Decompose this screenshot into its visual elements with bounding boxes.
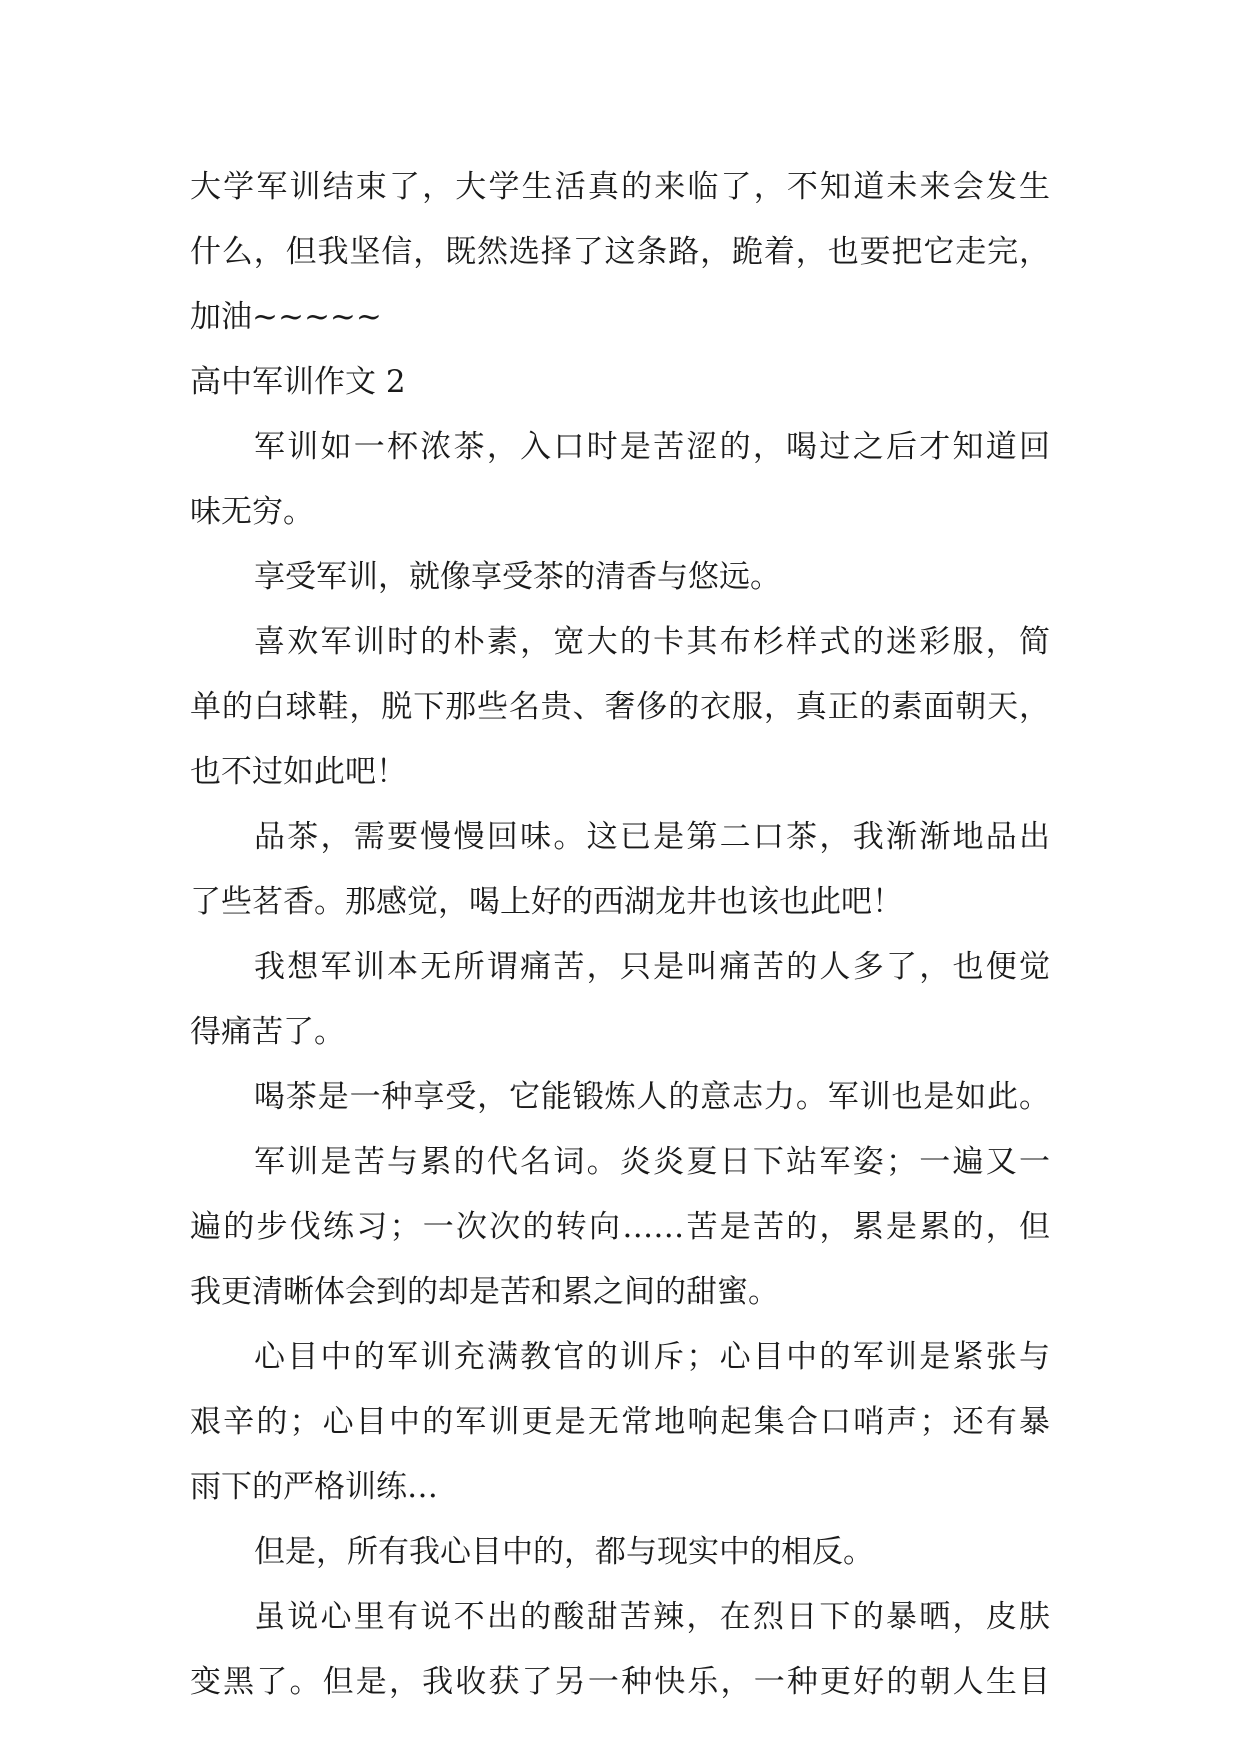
text-line: 品茶，需要慢慢回味。这已是第二口茶，我渐渐地品出 (254, 819, 1050, 855)
essay-text-block (190, 160, 1050, 1720)
text-line: 单的白球鞋，脱下那些名贵、奢侈的衣服，真正的素面朝天， (190, 689, 1050, 725)
section-heading: 高中军训作文 2 (190, 364, 406, 400)
text-line: 味无穷。 (190, 494, 314, 530)
text-line: 变黑了。但是，我收获了另一种快乐，一种更好的朝人生目 (190, 1664, 1050, 1700)
text-line: 了些茗香。那感觉，喝上好的西湖龙井也该也此吧！ (190, 884, 903, 920)
text-line: 得痛苦了。 (190, 1014, 345, 1050)
text-line: 喝茶是一种享受，它能锻炼人的意志力。军训也是如此。 (254, 1079, 1050, 1115)
text-line: 虽说心里有说不出的酸甜苦辣，在烈日下的暴晒，皮肤 (254, 1599, 1050, 1635)
text-line: 遍的步伐练习；一次次的转向……苦是苦的，累是累的，但 (190, 1209, 1050, 1245)
text-line: 军训是苦与累的代名词。炎炎夏日下站军姿；一遍又一 (254, 1144, 1050, 1180)
text-line: 什么，但我坚信，既然选择了这条路，跪着，也要把它走完， (190, 234, 1050, 270)
text-line: 也不过如此吧！ (190, 754, 407, 790)
text-line: 喜欢军训时的朴素，宽大的卡其布杉样式的迷彩服，简 (254, 624, 1050, 660)
text-line: 加油~~~~~ (190, 299, 382, 335)
text-line: 但是，所有我心目中的，都与现实中的相反。 (254, 1534, 874, 1570)
text-line: 享受军训，就像享受茶的清香与悠远。 (254, 559, 781, 595)
text-line: 雨下的严格训练… (190, 1469, 438, 1505)
text-line: 我想军训本无所谓痛苦，只是叫痛苦的人多了，也便觉 (254, 949, 1050, 985)
text-line: 军训如一杯浓茶，入口时是苦涩的，喝过之后才知道回 (254, 429, 1050, 465)
text-line: 艰辛的；心目中的军训更是无常地响起集合口哨声；还有暴 (190, 1404, 1050, 1440)
text-line: 心目中的军训充满教官的训斥；心目中的军训是紧张与 (254, 1339, 1050, 1375)
text-line: 大学军训结束了，大学生活真的来临了，不知道未来会发生 (190, 169, 1050, 205)
text-line: 我更清晰体会到的却是苦和累之间的甜蜜。 (190, 1274, 779, 1310)
